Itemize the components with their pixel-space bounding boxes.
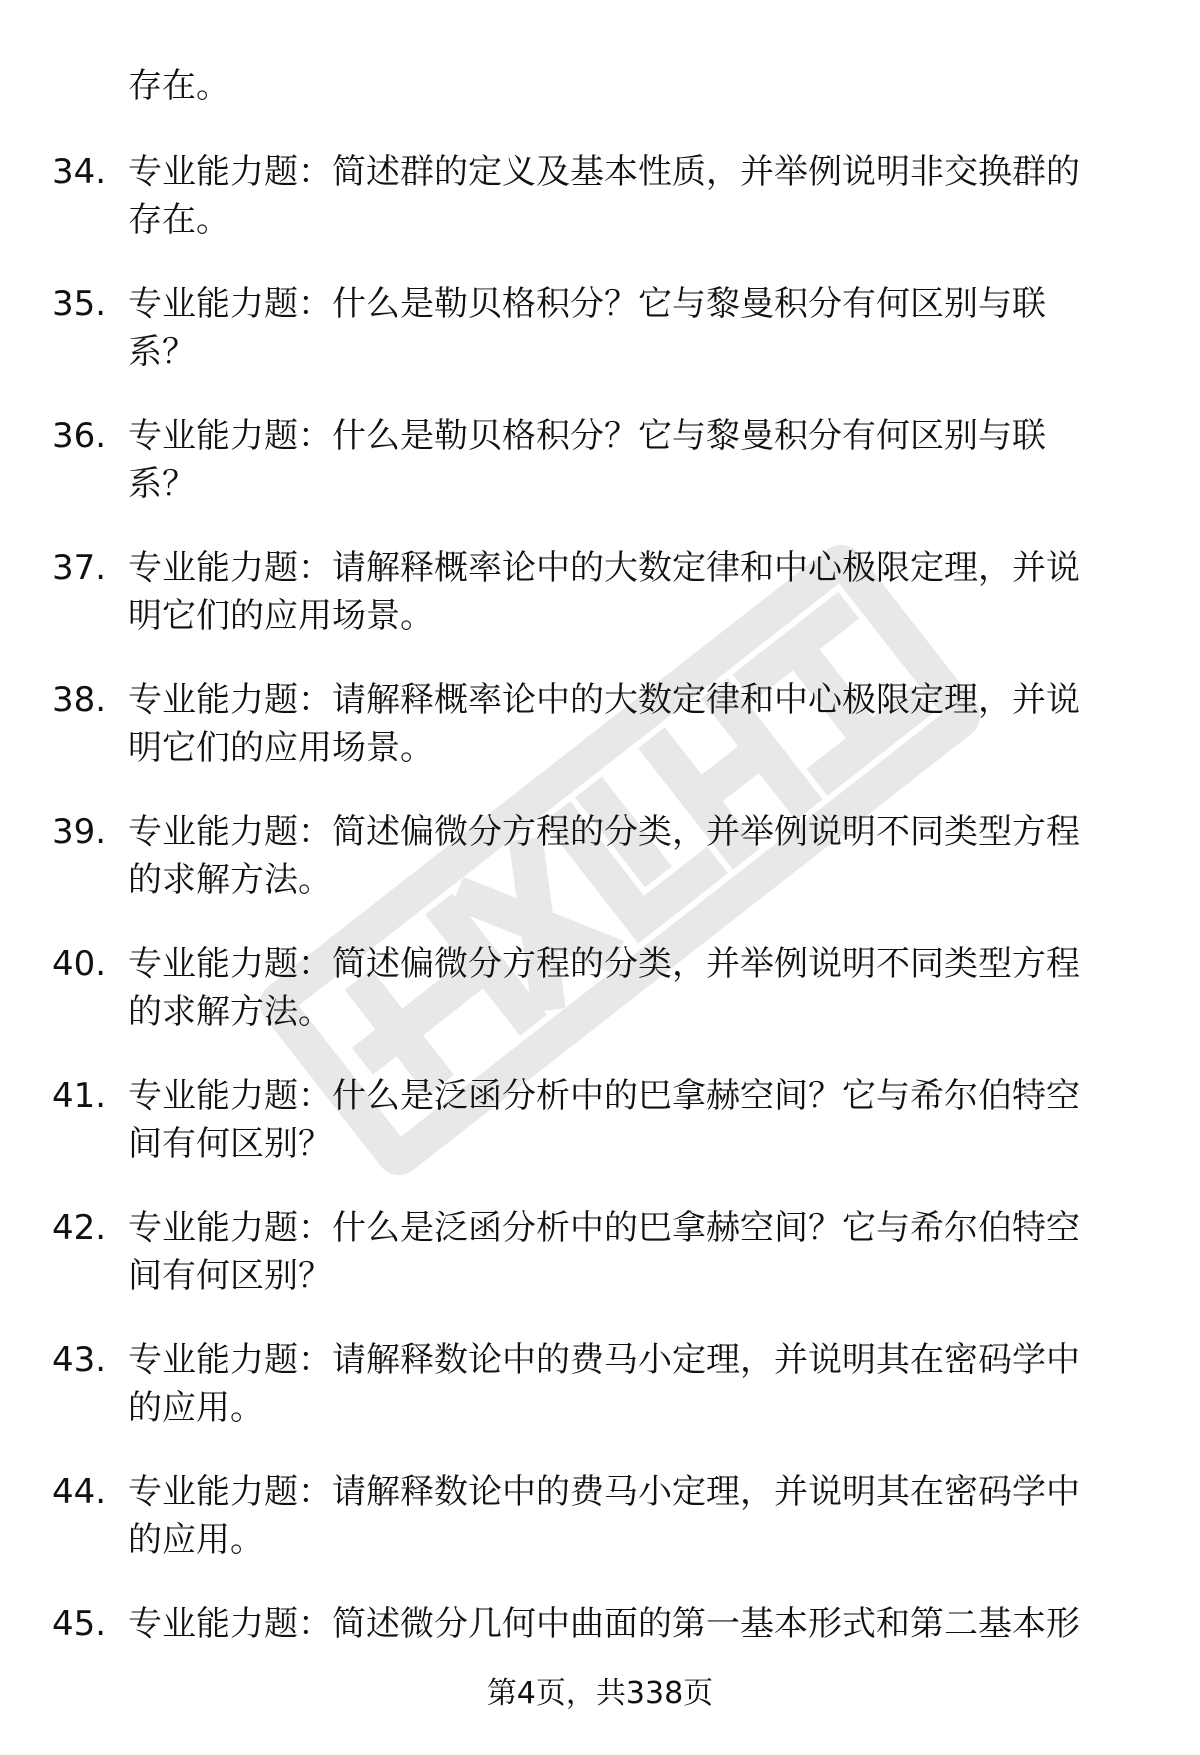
question-text bbox=[128, 676, 1138, 772]
question-line: 专业能力题：简述偏微分方程的分类，并举例说明不同类型方程 bbox=[128, 812, 1080, 852]
question-line: 专业能力题：简述微分几何中曲面的第一基本形式和第二基本形 bbox=[128, 1604, 1080, 1644]
question-line: 专业能力题：什么是勒贝格积分？它与黎曼积分有何区别与联 bbox=[128, 284, 1046, 324]
list-item bbox=[0, 280, 1200, 412]
question-number: 38. bbox=[52, 680, 107, 720]
list-item bbox=[0, 808, 1200, 940]
question-line: 专业能力题：请解释概率论中的大数定律和中心极限定理，并说 bbox=[128, 548, 1080, 588]
question-text bbox=[128, 1336, 1138, 1432]
continuation-text: 存在。 bbox=[128, 66, 230, 106]
list-item bbox=[0, 1204, 1200, 1336]
question-line: 的求解方法。 bbox=[128, 992, 332, 1032]
question-text bbox=[128, 412, 1138, 508]
question-line: 系？ bbox=[128, 332, 196, 372]
question-number: 41. bbox=[52, 1076, 107, 1116]
list-item bbox=[0, 1468, 1200, 1600]
list-item bbox=[0, 940, 1200, 1072]
question-line: 的应用。 bbox=[128, 1520, 264, 1560]
question-line: 专业能力题：请解释数论中的费马小定理，并说明其在密码学中 bbox=[128, 1472, 1080, 1512]
question-line: 明它们的应用场景。 bbox=[128, 596, 434, 636]
question-number: 43. bbox=[52, 1340, 107, 1380]
question-line: 存在。 bbox=[128, 200, 230, 240]
question-line: 专业能力题：什么是勒贝格积分？它与黎曼积分有何区别与联 bbox=[128, 416, 1046, 456]
question-line: 专业能力题：简述偏微分方程的分类，并举例说明不同类型方程 bbox=[128, 944, 1080, 984]
question-line: 的求解方法。 bbox=[128, 860, 332, 900]
question-number: 37. bbox=[52, 548, 107, 588]
question-line: 明它们的应用场景。 bbox=[128, 728, 434, 768]
question-number: 35. bbox=[52, 284, 107, 324]
list-item bbox=[0, 544, 1200, 676]
question-text bbox=[128, 940, 1138, 1036]
question-text bbox=[128, 1468, 1138, 1564]
question-number: 42. bbox=[52, 1208, 107, 1248]
question-line: 专业能力题：请解释数论中的费马小定理，并说明其在密码学中 bbox=[128, 1340, 1080, 1380]
list-item bbox=[0, 1336, 1200, 1468]
question-number: 44. bbox=[52, 1472, 107, 1512]
question-line: 专业能力题：请解释概率论中的大数定律和中心极限定理，并说 bbox=[128, 680, 1080, 720]
question-text bbox=[128, 544, 1138, 640]
question-text bbox=[128, 148, 1138, 244]
question-line: 专业能力题：什么是泛函分析中的巴拿赫空间？它与希尔伯特空 bbox=[128, 1208, 1080, 1248]
question-line: 系？ bbox=[128, 464, 196, 504]
question-number: 45. bbox=[52, 1604, 107, 1644]
question-line: 专业能力题：简述群的定义及基本性质，并举例说明非交换群的 bbox=[128, 152, 1080, 192]
question-text bbox=[128, 1204, 1138, 1300]
list-item bbox=[0, 1072, 1200, 1204]
question-text bbox=[128, 808, 1138, 904]
page-number-footer: 第4页，共338页 bbox=[486, 1676, 714, 1711]
question-number: 34. bbox=[52, 152, 107, 192]
question-line: 专业能力题：什么是泛函分析中的巴拿赫空间？它与希尔伯特空 bbox=[128, 1076, 1080, 1116]
question-number: 39. bbox=[52, 812, 107, 852]
question-text bbox=[128, 1072, 1138, 1168]
question-line: 的应用。 bbox=[128, 1388, 264, 1428]
question-line: 间有何区别？ bbox=[128, 1124, 332, 1164]
question-line: 间有何区别？ bbox=[128, 1256, 332, 1296]
question-number: 36. bbox=[52, 416, 107, 456]
list-item bbox=[0, 412, 1200, 544]
list-item bbox=[0, 676, 1200, 808]
question-list bbox=[0, 148, 1200, 1732]
question-text bbox=[128, 280, 1138, 376]
question-number: 40. bbox=[52, 944, 107, 984]
list-item bbox=[0, 148, 1200, 280]
question-text bbox=[128, 1600, 1138, 1648]
